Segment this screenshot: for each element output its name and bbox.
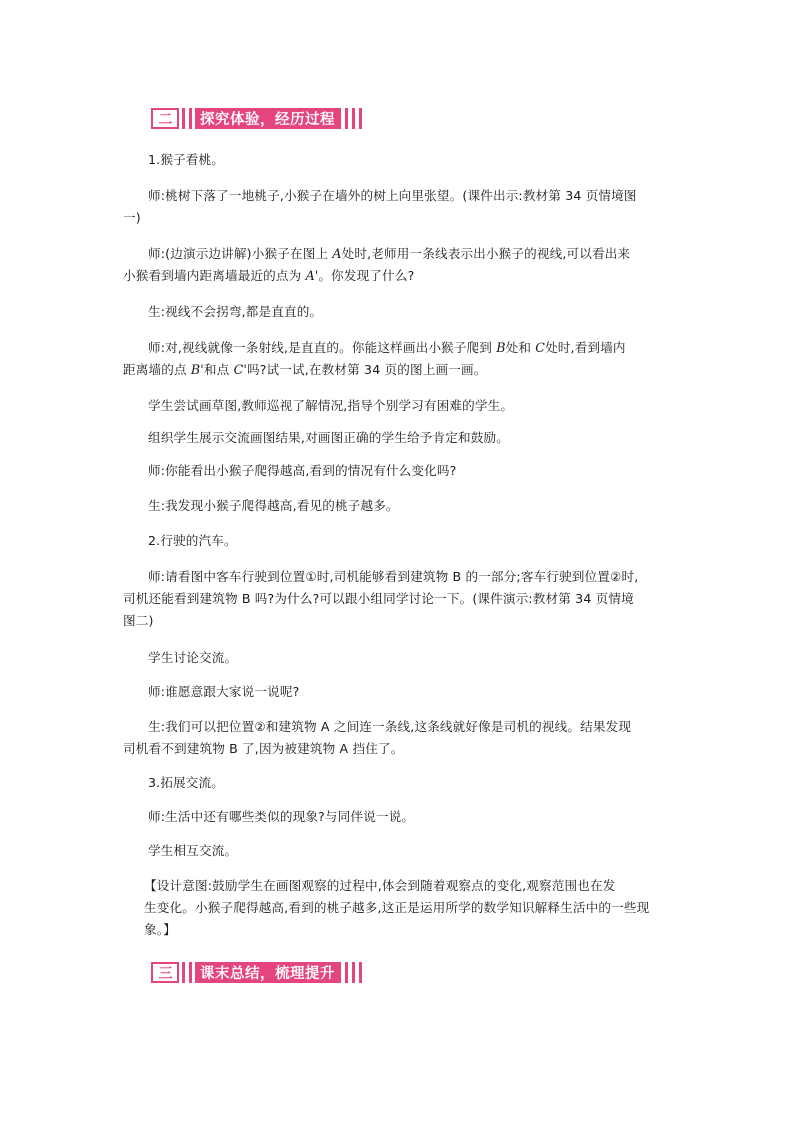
paragraph: [123, 301, 708, 323]
point-label: A: [332, 246, 342, 261]
paragraph-cont: [123, 588, 683, 632]
paragraph: [123, 840, 708, 862]
text-run: 吗?试一试,在教材第 34 页的图上画一画。: [246, 362, 487, 377]
decorative-bars: [180, 108, 194, 129]
text-run: 处和: [505, 340, 536, 355]
paragraph-cont: [123, 359, 683, 381]
section-header-3: [151, 962, 364, 983]
paragraph-cont: [123, 738, 683, 760]
paragraph: [123, 647, 708, 669]
text-line: 司机看不到建筑物 B 了,因为被建筑物 A 挡住了。: [123, 741, 404, 756]
text-run: 处时,看到墙内: [545, 340, 626, 355]
decorative-bars: [343, 962, 364, 983]
paragraph: [123, 495, 708, 517]
text-line: 生:我发现小猴子爬得越高,看见的桃子越多。: [148, 498, 399, 513]
paragraph: [123, 530, 708, 552]
text-line: 生变化。小猴子爬得越高,看到的桃子越多,这正是运用所学的数学知识解释生活中的一些现: [144, 900, 650, 915]
paragraph: [123, 566, 708, 588]
paragraph: [123, 427, 708, 449]
text-line: 师:谁愿意跟大家说一说呢?: [148, 684, 300, 699]
text-line: 师:生活中还有哪些类似的现象?与同伴说一说。: [148, 809, 415, 824]
text-line: 1.猴子看桃。: [148, 152, 225, 167]
text-run: 和点: [203, 362, 234, 377]
point-label: B': [190, 362, 204, 377]
paragraph-cont: [123, 265, 683, 287]
paragraph: [123, 681, 708, 703]
text-line: 学生相互交流。: [148, 843, 238, 858]
paragraph: [123, 395, 708, 417]
text-line: 图二): [123, 613, 154, 628]
text-line: 组织学生展示交流画图结果,对画图正确的学生给予肯定和鼓励。: [148, 430, 509, 445]
design-intent-note: [132, 875, 692, 941]
section-number: 二: [151, 108, 179, 129]
paragraph: [123, 243, 708, 265]
point-label: C: [535, 340, 546, 355]
text-line: [148, 337, 708, 359]
text-line: 师:请看图中客车行驶到位置①时,司机能够看到建筑物 B 的一部分;客车行驶到位置②时,: [148, 569, 639, 584]
text-line: 2.行驶的汽车。: [148, 533, 237, 548]
paragraph-cont: [123, 207, 683, 229]
paragraph: [123, 337, 708, 359]
decorative-bars: [180, 962, 194, 983]
text-line: 学生尝试画草图,教师巡视了解情况,指导个别学习有困难的学生。: [148, 398, 514, 413]
decorative-bars: [343, 108, 364, 129]
paragraph: [123, 185, 708, 207]
section-title: 探究体验，经历过程: [195, 108, 341, 129]
paragraph: [123, 806, 708, 828]
point-label: C': [233, 362, 247, 377]
text-run: 师:(边演示边讲解)小猴子在图上: [148, 246, 333, 261]
text-run: 距离墙的点: [123, 362, 191, 377]
text-line: 生:我们可以把位置②和建筑物 A 之间连一条线,这条线就好像是司机的视线。结果发现: [148, 719, 632, 734]
text-run: 小猴看到墙内距离墙最近的点为: [123, 268, 306, 283]
text-line: 生:视线不会拐弯,都是直直的。: [148, 304, 323, 319]
text-line: [123, 265, 683, 287]
section-header-2: [151, 108, 364, 129]
text-line: 3.拓展交流。: [148, 775, 225, 790]
paragraph: [123, 772, 708, 794]
text-line: [123, 359, 683, 381]
paragraph: [123, 149, 708, 171]
text-line: 师:你能看出小猴子爬得越高,看到的情况有什么变化吗?: [148, 463, 457, 478]
text-line: 【设计意图:鼓励学生在画图观察的过程中,体会到随着观察点的变化,观察范围也在发: [144, 878, 616, 893]
text-line: 一): [123, 210, 141, 225]
text-run: 师:对,视线就像一条射线,是直直的。你能这样画出小猴子爬到: [148, 340, 497, 355]
text-line: 学生讨论交流。: [148, 650, 238, 665]
section-title: 课末总结，梳理提升: [195, 962, 341, 983]
text-run: 处时,老师用一条线表示出小猴子的视线,可以看出来: [341, 246, 631, 261]
text-line: [148, 243, 708, 265]
text-run: 。你发现了什么?: [318, 268, 415, 283]
text-line: 司机还能看到建筑物 B 吗?为什么?可以跟小组同学讨论一下。(课件演示:教材第 34 页情境: [123, 591, 634, 606]
paragraph: [123, 716, 708, 738]
point-label: A': [305, 268, 319, 283]
text-line: 师:桃树下落了一地桃子,小猴子在墙外的树上向里张望。(课件出示:教材第 34 页情境图: [148, 188, 637, 203]
paragraph: [123, 460, 708, 482]
text-line: 象。】: [144, 922, 176, 937]
point-label: B: [496, 340, 506, 355]
section-number: 三: [151, 962, 179, 983]
